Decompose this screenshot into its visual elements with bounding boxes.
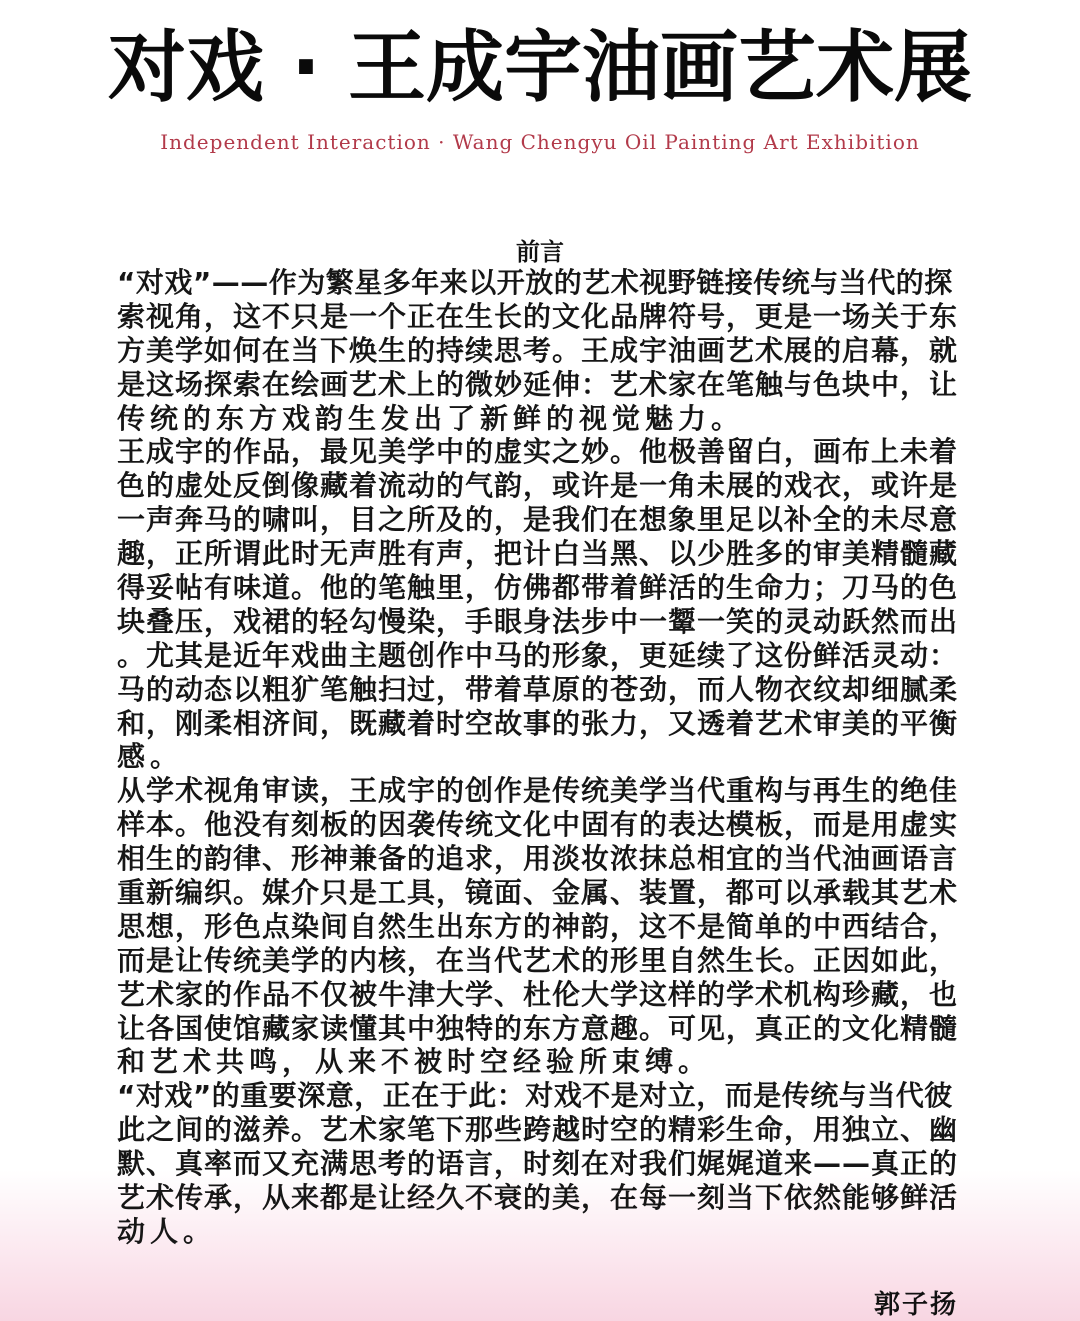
text-line: 王成宇的作品，最见美学中的虚实之妙。他极善留白，画布上未着 bbox=[117, 435, 959, 469]
text-line: “对戏”——作为繁星多年来以开放的艺术视野链接传统与当代的探 bbox=[117, 266, 953, 299]
text-line: 和，刚柔相济间，既藏着时空故事的张力，又透着艺术审美的平衡 bbox=[117, 706, 959, 740]
text-line: 艺术传承，从来都是让经久不衰的美，在每一刻当下依然能够鲜活 bbox=[117, 1181, 959, 1215]
text-line: 得妥帖有味道。他的笔触里，仿佛都带着鲜活的生命力；刀马的色 bbox=[117, 571, 959, 605]
text-line: 。尤其是近年戏曲主题创作中马的形象，更延续了这份鲜活灵动： bbox=[117, 638, 959, 672]
text-line: 是这场探索在绘画艺术上的微妙延伸：艺术家在笔触与色块中，让 bbox=[117, 367, 959, 401]
text-line: 色的虚处反倒像藏着流动的气韵，或许是一角未展的戏衣，或许是 bbox=[117, 469, 959, 503]
text-line: 让各国使馆藏家读懂其中独特的东方意趣。可见，真正的文化精髓 bbox=[117, 1011, 959, 1045]
text-line: 相生的韵律、形神兼备的追求，用淡妆浓抹总相宜的当代油画语言 bbox=[117, 842, 959, 876]
text-line: 艺术家的作品不仅被牛津大学、杜伦大学这样的学术机构珍藏，也 bbox=[117, 977, 959, 1011]
text-line: 而是让传统美学的内核，在当代艺术的形里自然生长。正因如此， bbox=[117, 943, 959, 977]
text-line: 思想，形色点染间自然生出东方的神韵，这不是简单的中西结合， bbox=[117, 909, 959, 943]
author-signature: 郭子扬 bbox=[873, 1290, 958, 1320]
text-line: 此之间的滋养。艺术家笔下那些跨越时空的精彩生命，用独立、幽 bbox=[117, 1113, 959, 1147]
text-line: 动人。 bbox=[117, 1214, 217, 1248]
text-line: 马的动态以粗犷笔触扫过，带着草原的苍劲，而人物衣纹却细腻柔 bbox=[117, 672, 959, 706]
text-line: 索视角，这不只是一个正在生长的文化品牌符号，更是一场关于东 bbox=[117, 299, 959, 333]
text-line: 方美学如何在当下焕生的持续思考。王成宇油画艺术展的启幕，就 bbox=[117, 333, 959, 367]
preface-body bbox=[117, 266, 957, 1249]
text-line: 样本。他没有刻板的因袭传统文化中固有的表达模板，而是用虚实 bbox=[117, 808, 959, 842]
text-line: 和艺术共鸣，从来不被时空经验所束缚。 bbox=[117, 1045, 712, 1079]
exhibition-title: 对戏 · 王成宇油画艺术展 bbox=[108, 23, 972, 113]
text-line: 块叠压，戏裙的轻勾慢染，手眼身法步中一颦一笑的灵动跃然而出 bbox=[117, 604, 959, 638]
text-line: 默、真率而又充满思考的语言，时刻在对我们娓娓道来——真正的 bbox=[117, 1147, 959, 1181]
text-line: 重新编织。媒介只是工具，镜面、金属、装置，都可以承载其艺术 bbox=[117, 876, 959, 910]
exhibition-subtitle: Independent Interaction · Wang Chengyu Oil Painting Art Exhibition bbox=[160, 130, 920, 154]
text-line: 趣，正所谓此时无声胜有声，把计白当黑、以少胜多的审美精髓藏 bbox=[117, 537, 959, 571]
preface-heading: 前言 bbox=[516, 238, 564, 266]
text-line: 传统的东方戏韵生发出了新鲜的视觉魅力。 bbox=[117, 401, 745, 435]
text-line: 一声奔马的啸叫，目之所及的，是我们在想象里足以补全的未尽意 bbox=[117, 503, 959, 537]
text-line: 从学术视角审读，王成宇的创作是传统美学当代重构与再生的绝佳 bbox=[117, 774, 959, 808]
text-line: “对戏”的重要深意，正在于此：对戏不是对立，而是传统与当代彼 bbox=[117, 1079, 953, 1113]
text-line: 感。 bbox=[117, 740, 184, 774]
